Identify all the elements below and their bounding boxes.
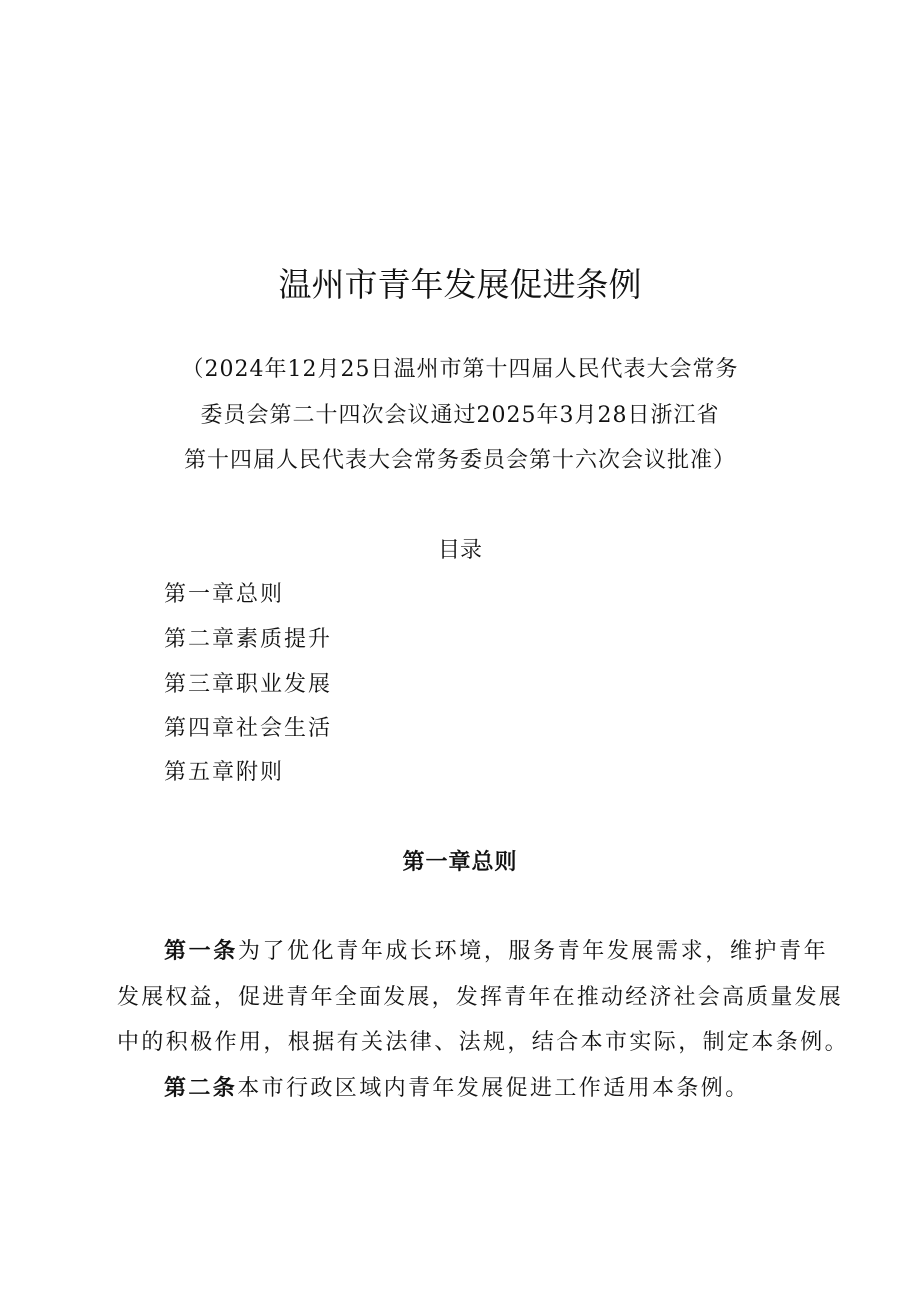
document-title: 温州市青年发展促进条例	[278, 265, 642, 304]
toc-item-chapter-2: 第二章素质提升	[164, 627, 333, 652]
article-2-paragraph	[164, 1073, 750, 1104]
article-2-text: 本市行政区域内青年发展促进工作适用本条例。	[237, 1076, 750, 1101]
article-1-paragraph-line-2: 发展权益，促进青年全面发展，发挥青年在推动经济社会高质量发展	[117, 985, 844, 1010]
toc-item-chapter-1: 第一章总则	[164, 582, 285, 607]
article-1-text-line-1: 为了优化青年成长环境，服务青年发展需求，维护青年	[237, 939, 829, 964]
article-2-label: 第二条	[164, 1075, 238, 1101]
article-1-label: 第一条	[164, 938, 238, 964]
toc-item-chapter-4: 第四章社会生活	[164, 716, 333, 741]
article-1-paragraph-line-3: 中的积极作用，根据有关法律、法规，结合本市实际，制定本条例。	[117, 1030, 850, 1055]
toc-title: 目录	[437, 538, 482, 563]
article-1-paragraph-line-1	[164, 936, 828, 967]
approval-note-line-1: （2024年12月25日温州市第十四届人民代表大会常务	[181, 357, 739, 382]
toc-item-chapter-3: 第三章职业发展	[164, 672, 333, 697]
chapter-1-heading: 第一章总则	[402, 849, 518, 875]
approval-note-line-2: 委员会第二十四次会议通过2025年3月28日浙江省	[200, 403, 720, 428]
approval-note-line-3: 第十四届人民代表大会常务委员会第十六次会议批准）	[183, 448, 736, 473]
toc-item-chapter-5: 第五章附则	[164, 760, 285, 785]
